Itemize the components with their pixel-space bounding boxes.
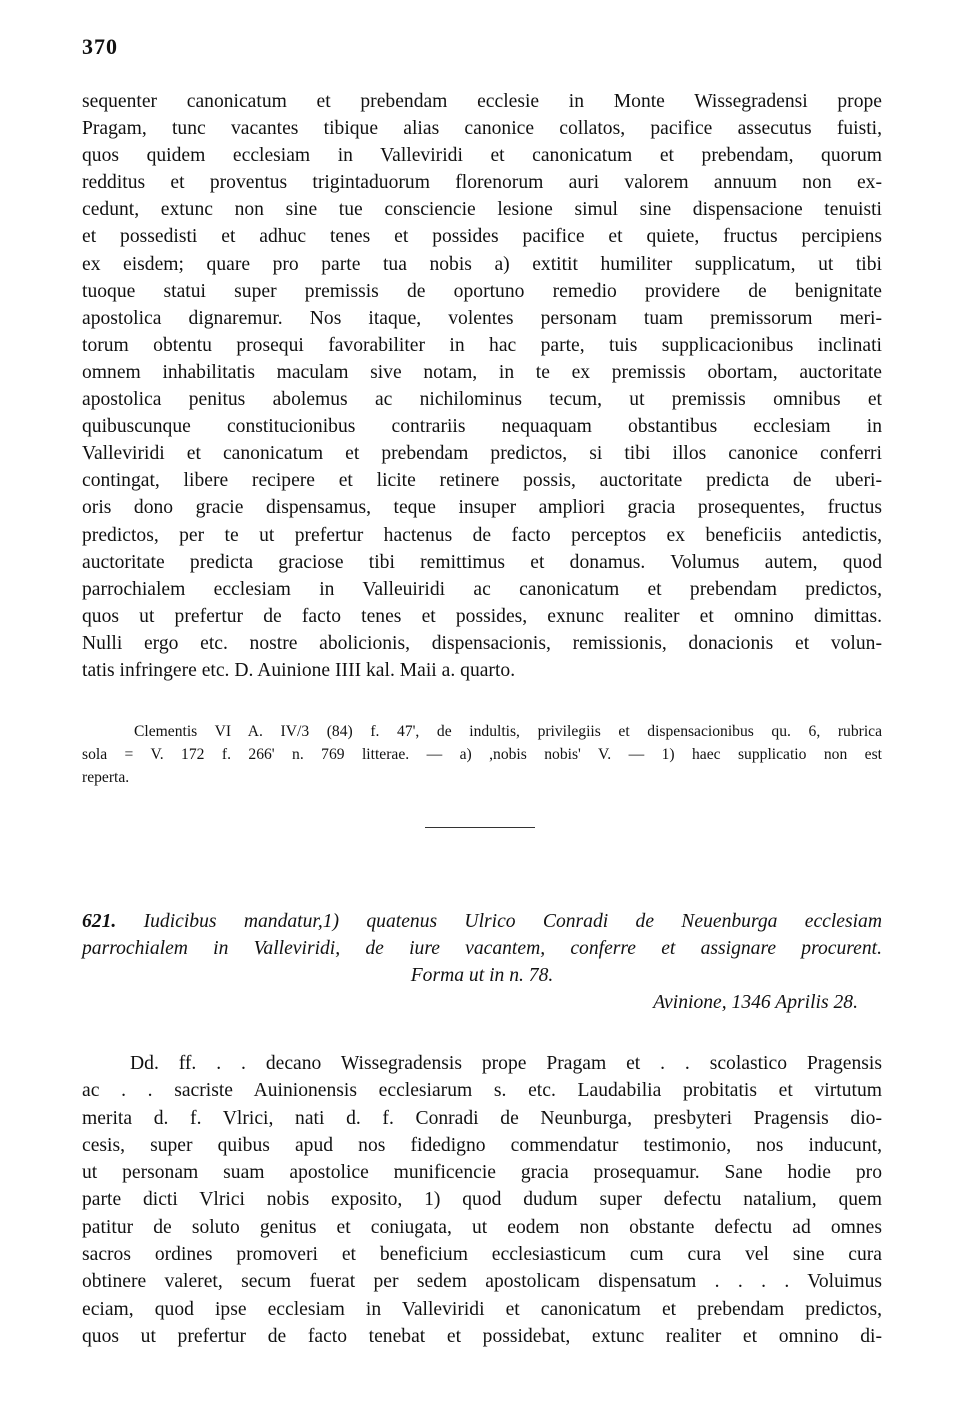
text-line: Valleviridi et canonicatum et prebendam predictos, si tibi illos canonice conferri xyxy=(82,443,882,465)
text-line: omnem inhabilitatis maculam sive notam, in te ex premissis obortam, auctoritate xyxy=(82,361,882,383)
section-divider xyxy=(425,827,535,828)
footnote-line: sola = V. 172 f. 266' n. 769 litterae. — a) ,nobis nobis' V. — 1) haec supplicatio non est xyxy=(82,746,882,763)
text-line: sacros ordines promoveri et beneficium ecclesiasticum cum cura vel sine cura xyxy=(82,1244,882,1266)
entry-form-reference: Forma ut in n. 78. xyxy=(410,965,554,986)
text-line: merita d. f. Vlrici, nati d. f. Conradi de Neunburga, presbyteri Pragensis dio- xyxy=(82,1107,882,1129)
text-line: ex eisdem; quare pro parte tua nobis a) extitit humiliter supplicatum, ut tibi xyxy=(82,253,882,275)
text-line: parte dicti Vlrici nobis exposito, 1) quod dudum super defectu natalium, quem xyxy=(82,1189,882,1211)
entry-heading-line xyxy=(82,908,882,935)
text-line: parrochialem ecclesiam in Valleuiridi ac canonicatum et prebendam predictos, xyxy=(82,578,882,600)
footnote-block xyxy=(82,720,882,789)
footnote-line: reperta. xyxy=(82,769,130,786)
entry-number: 621. xyxy=(82,911,117,932)
text-line: quos ut prefertur de facto tenes et possides, exnunc realiter et omnino dimittas. xyxy=(82,605,882,627)
text-line: sequenter canonicatum et prebendam ecclesie in Monte Wissegradensi prope xyxy=(82,91,882,112)
entry-heading xyxy=(82,908,882,1016)
entry-body xyxy=(82,1050,882,1350)
entry-place-date: Avinione, 1346 Aprilis 28. xyxy=(653,992,858,1013)
text-line: apostolica penitus abolemus ac nichilominus tecum, ut premissis omnibus et xyxy=(82,389,882,411)
text-line: tuoque statui super premissis de oportuno remedio providere de benignitate xyxy=(82,280,882,302)
entry-heading-text: Iudicibus mandatur,1) quatenus Ulrico Conradi de Neuenburga ecclesiam xyxy=(143,911,882,932)
text-line: quos quidem ecclesiam in Valleviridi et canonicatum et prebendam, quorum xyxy=(82,145,882,167)
text-line: Pragam, tunc vacantes tibique alias canonice collatos, pacifice assecutus fuisti, xyxy=(82,118,882,140)
text-line: oris dono gracie dispensamus, teque insuper ampliori gracia prosequentes, fructus xyxy=(82,497,882,519)
text-line: patitur de soluto genitus et coniugata, ut eodem non obstante defectu ad omnes xyxy=(82,1216,882,1238)
text-line: obtinere valeret, secum fuerat per sedem apostolicam dispensatum . . . . Voluimus xyxy=(82,1271,882,1293)
main-text-block xyxy=(82,88,882,684)
text-line: predictos, per te ut prefertur hactenus de facto perceptos ex beneficiis antedictis, xyxy=(82,524,882,546)
text-line: auctoritate predicta graciose tibi remittimus et donamus. Volumus autem, quod xyxy=(82,551,882,573)
text-line: quibuscunque constitucionibus contrariis nequaquam obstantibus ecclesiam in xyxy=(82,416,882,438)
text-line: apostolica dignaremur. Nos itaque, volentes personam tuam premissorum meri- xyxy=(82,307,882,329)
text-line: Dd. ff. . . decano Wissegradensis prope Pragam et . . scolastico Pragensis xyxy=(130,1053,882,1074)
text-line: Nulli ergo etc. nostre abolicionis, dispensacionis, remissionis, donacionis et volun- xyxy=(82,632,882,654)
page-number: 370 xyxy=(82,34,118,59)
text-line: torum obtentu prosequi favorabiliter in hac parte, tuis supplicacionibus inclinati xyxy=(82,334,882,356)
text-line: quos ut prefertur de facto tenebat et possidebat, extunc realiter et omnino di- xyxy=(82,1325,882,1347)
text-line: ac . . sacriste Auinionensis ecclesiarum s. etc. Laudabilia probitatis et virtutum xyxy=(82,1080,882,1102)
entry-heading-line: parrochialem in Valleviridi, de iure vacantem, conferre et assignare procurent. xyxy=(82,938,882,959)
text-line: redditus et proventus trigintaduorum florenorum auri valorem annuum non ex- xyxy=(82,172,882,194)
text-line: contingat, libere recipere et licite retinere possis, auctoritate predicta de uberi- xyxy=(82,470,882,492)
footnote-line: Clementis VI A. IV/3 (84) f. 47', de indultis, privilegiis et dispensacionibus qu. 6, rubrica xyxy=(134,723,882,740)
text-line: cedunt, extunc non sine tue consciencie lesione simul sine dispensacione tenuisti xyxy=(82,199,882,221)
text-line: eciam, quod ipse ecclesiam in Valleviridi et canonicatum et prebendam predictos, xyxy=(82,1298,882,1320)
text-line: tatis infringere etc. D. Auinione IIII kal. Maii a. quarto. xyxy=(82,659,516,681)
text-line: et possedisti et adhuc tenes et possides pacifice et quiete, fructus percipiens xyxy=(82,226,882,248)
text-line: ut personam suam apostolice munificencie gracia prosequamur. Sane hodie pro xyxy=(82,1162,882,1184)
text-line: cesis, super quibus apud nos fidedigno commendatur testimonio, nos inducunt, xyxy=(82,1134,882,1156)
